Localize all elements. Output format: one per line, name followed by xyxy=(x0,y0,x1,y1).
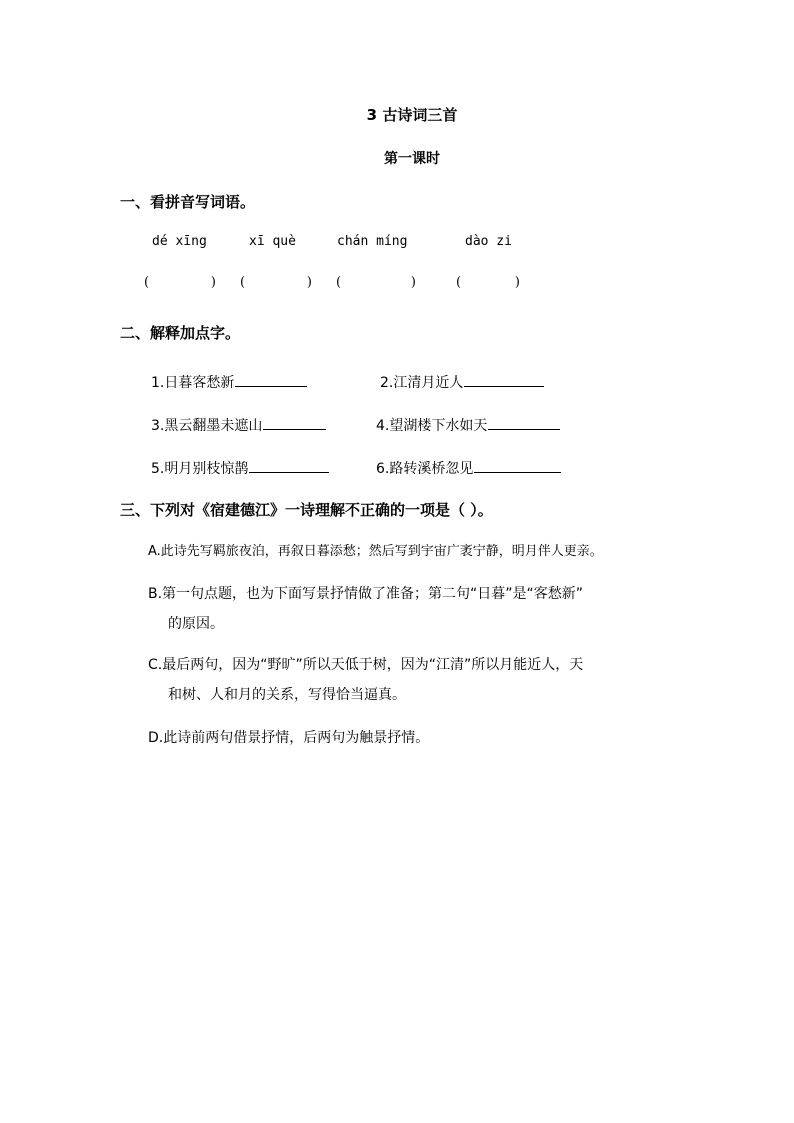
answer-blank[interactable] xyxy=(263,415,326,430)
item-text: 6.路转溪桥忽见 xyxy=(376,461,474,477)
explain-item-2 xyxy=(380,372,544,392)
section-1-heading: 一、看拼音写词语。 xyxy=(120,193,256,211)
pinyin-3: chán míng xyxy=(337,234,408,249)
option-b-line-1: B.第一句点题，也为下面写景抒情做了准备；第二句“日暮”是“客愁新” xyxy=(148,586,584,602)
explain-item-5 xyxy=(151,458,329,478)
answer-blank[interactable] xyxy=(488,415,560,430)
answer-box-4[interactable] xyxy=(456,275,520,290)
section-2-heading: 二、解释加点字。 xyxy=(120,324,241,342)
pinyin-1: dé xīng xyxy=(152,234,207,249)
close-paren: ) xyxy=(306,275,312,290)
section-3-heading: 三、下列对《宿建德江》一诗理解不正确的一项是（ ）。 xyxy=(120,501,493,519)
lesson-subtitle: 第一课时 xyxy=(384,151,440,167)
open-paren: ( xyxy=(144,275,150,290)
open-paren: ( xyxy=(240,275,246,290)
page-title: 3 古诗词三首 xyxy=(366,106,458,124)
option-a-text: A.此诗先写羁旅夜泊，再叙日暮添愁；然后写到宇宙广袤宁静，明月伴人更亲。 xyxy=(148,544,603,559)
answer-blank[interactable] xyxy=(464,372,544,387)
option-d-text: D.此诗前两句借景抒情，后两句为触景抒情。 xyxy=(148,730,430,746)
close-paren: ) xyxy=(210,275,216,290)
answer-blank[interactable] xyxy=(249,458,329,473)
pinyin-4: dào zi xyxy=(465,234,512,249)
explain-item-4 xyxy=(376,415,560,435)
answer-blank[interactable] xyxy=(474,458,561,473)
option-a[interactable] xyxy=(148,537,678,567)
option-c[interactable] xyxy=(148,650,678,710)
explain-item-6 xyxy=(376,458,561,478)
explain-item-1 xyxy=(151,372,307,392)
close-paren: ) xyxy=(410,275,416,290)
item-text: 4.望湖楼下水如天 xyxy=(376,418,488,434)
pinyin-2: xī què xyxy=(249,234,296,249)
item-text: 1.日暮客愁新 xyxy=(151,375,235,391)
option-d[interactable] xyxy=(148,723,678,753)
pinyin-row xyxy=(0,234,794,254)
item-text: 3.黑云翻墨未遮山 xyxy=(151,418,263,434)
answer-box-1[interactable] xyxy=(144,275,216,290)
answer-box-2[interactable] xyxy=(240,275,312,290)
option-c-line-1: C.最后两句，因为“野旷”所以天低于树，因为“江清”所以月能近人，天 xyxy=(148,657,584,673)
item-text: 5.明月别枝惊鹊 xyxy=(151,461,249,477)
explain-item-3 xyxy=(151,415,326,435)
answer-parens-row xyxy=(0,275,794,295)
option-b-line-2: 的原因。 xyxy=(168,616,224,632)
open-paren: ( xyxy=(336,275,342,290)
option-b[interactable] xyxy=(148,579,678,639)
answer-blank[interactable] xyxy=(235,372,307,387)
answer-box-3[interactable] xyxy=(336,275,416,290)
option-c-line-2: 和树、人和月的关系，写得恰当逼真。 xyxy=(168,687,406,703)
open-paren: ( xyxy=(456,275,462,290)
item-text: 2.江清月近人 xyxy=(380,375,464,391)
close-paren: ) xyxy=(514,275,520,290)
